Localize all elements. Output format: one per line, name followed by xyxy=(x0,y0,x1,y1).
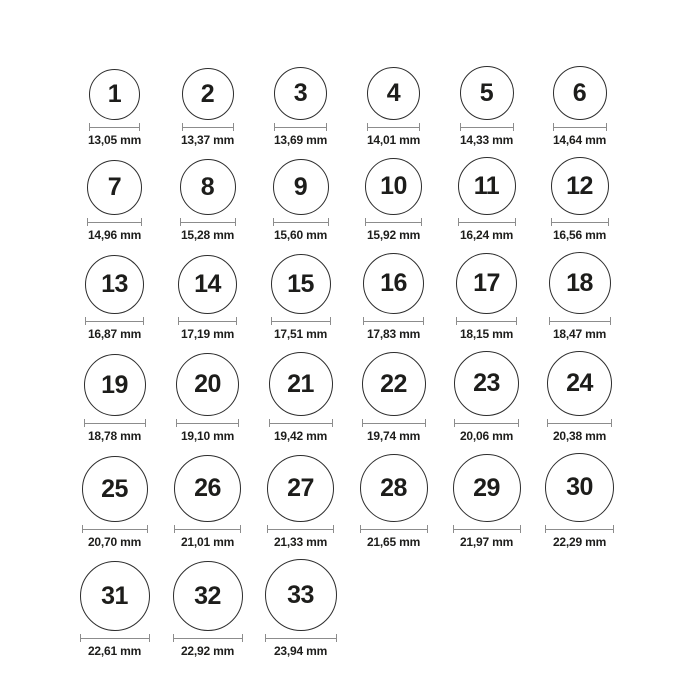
ring-size-number: 5 xyxy=(479,78,494,107)
ring-circle xyxy=(549,252,611,314)
ring-size-cell xyxy=(161,455,254,549)
ring-size-number: 26 xyxy=(194,474,221,502)
ring-circle xyxy=(173,561,243,631)
ring-size-cell xyxy=(254,559,347,658)
chart-row xyxy=(68,157,700,242)
diameter-label: 19,10 mm xyxy=(180,429,235,443)
diameter-label: 20,06 mm xyxy=(459,429,514,443)
ring-size-cell xyxy=(533,66,626,147)
ring-size-cell xyxy=(161,68,254,147)
diameter-measure-line xyxy=(269,419,333,427)
ring-size-number: 1 xyxy=(107,80,122,108)
ring-size-number: 17 xyxy=(473,269,500,297)
ring-circle xyxy=(176,353,239,416)
ring-size-cell xyxy=(347,253,440,341)
ring-circle xyxy=(360,454,428,522)
diameter-measure-line xyxy=(176,419,239,427)
diameter-measure-line xyxy=(549,317,611,325)
chart-row xyxy=(68,453,700,549)
ring-circle xyxy=(87,160,142,215)
diameter-measure-line xyxy=(173,634,243,642)
ring-size-cell xyxy=(347,67,440,147)
diameter-measure-line xyxy=(545,525,614,533)
diameter-measure-line xyxy=(174,525,241,533)
ring-size-number: 9 xyxy=(293,172,308,201)
diameter-label: 21,33 mm xyxy=(273,535,328,549)
ring-circle xyxy=(265,559,337,631)
diameter-measure-line xyxy=(453,525,521,533)
diameter-label: 14,33 mm xyxy=(459,133,514,147)
ring-size-number: 16 xyxy=(380,269,407,297)
ring-circle xyxy=(551,157,609,215)
ring-circle xyxy=(84,354,146,416)
diameter-label: 14,64 mm xyxy=(552,133,607,147)
diameter-measure-line xyxy=(551,218,609,226)
ring-circle xyxy=(365,158,422,215)
diameter-label: 16,87 mm xyxy=(87,327,142,341)
ring-circle xyxy=(182,68,234,120)
ring-size-cell xyxy=(254,67,347,147)
ring-circle xyxy=(80,561,150,631)
ring-size-cell xyxy=(161,255,254,341)
ring-size-cell xyxy=(533,453,626,549)
diameter-measure-line xyxy=(271,317,331,325)
ring-size-number: 23 xyxy=(473,369,500,397)
ring-size-cell xyxy=(68,69,161,147)
diameter-measure-line xyxy=(274,123,327,131)
diameter-label: 15,28 mm xyxy=(180,228,235,242)
ring-size-number: 10 xyxy=(380,172,407,200)
ring-circle xyxy=(545,453,614,522)
ring-circle xyxy=(453,454,521,522)
diameter-measure-line xyxy=(180,218,236,226)
ring-size-number: 13 xyxy=(101,270,128,298)
ring-size-number: 31 xyxy=(101,581,128,610)
diameter-measure-line xyxy=(84,419,146,427)
diameter-label: 17,83 mm xyxy=(366,327,421,341)
chart-row xyxy=(68,351,700,443)
ring-circle xyxy=(274,67,327,120)
ring-circle xyxy=(363,253,424,314)
diameter-measure-line xyxy=(460,123,514,131)
diameter-measure-line xyxy=(178,317,237,325)
ring-size-number: 19 xyxy=(101,370,128,399)
ring-circle xyxy=(367,67,420,120)
diameter-measure-line xyxy=(87,218,142,226)
ring-size-number: 22 xyxy=(380,369,407,398)
ring-size-number: 14 xyxy=(194,270,221,298)
diameter-measure-line xyxy=(367,123,420,131)
ring-size-number: 29 xyxy=(473,473,500,502)
ring-size-cell xyxy=(68,255,161,341)
diameter-label: 19,42 mm xyxy=(273,429,328,443)
ring-size-number: 3 xyxy=(293,79,308,107)
diameter-label: 15,60 mm xyxy=(273,228,328,242)
ring-size-cell xyxy=(254,254,347,341)
ring-circle xyxy=(273,159,329,215)
diameter-label: 16,24 mm xyxy=(459,228,514,242)
ring-size-cell xyxy=(347,454,440,549)
ring-size-cell xyxy=(254,159,347,242)
diameter-label: 20,70 mm xyxy=(87,535,142,549)
diameter-label: 14,96 mm xyxy=(87,228,142,242)
diameter-label: 13,37 mm xyxy=(180,133,235,147)
diameter-label: 19,74 mm xyxy=(366,429,421,443)
diameter-label: 22,92 mm xyxy=(180,644,235,658)
diameter-measure-line xyxy=(82,525,148,533)
ring-size-number: 20 xyxy=(194,370,221,398)
ring-circle xyxy=(456,253,517,314)
ring-circle xyxy=(458,157,516,215)
ring-size-number: 8 xyxy=(200,172,215,201)
ring-size-cell xyxy=(161,159,254,242)
chart-row xyxy=(68,559,700,658)
diameter-label: 18,78 mm xyxy=(87,429,142,443)
ring-size-cell xyxy=(68,160,161,242)
diameter-measure-line xyxy=(265,634,337,642)
ring-size-number: 32 xyxy=(194,581,221,610)
ring-circle xyxy=(180,159,236,215)
ring-size-number: 28 xyxy=(380,473,407,502)
diameter-label: 17,51 mm xyxy=(273,327,328,341)
diameter-label: 16,56 mm xyxy=(552,228,607,242)
ring-size-number: 27 xyxy=(287,474,314,502)
ring-size-cell xyxy=(440,157,533,242)
diameter-measure-line xyxy=(85,317,144,325)
ring-size-cell xyxy=(254,455,347,549)
ring-size-cell xyxy=(440,454,533,549)
diameter-measure-line xyxy=(365,218,422,226)
ring-circle xyxy=(547,351,612,416)
diameter-measure-line xyxy=(547,419,612,427)
ring-size-number: 7 xyxy=(107,173,122,201)
diameter-label: 13,69 mm xyxy=(273,133,328,147)
ring-size-cell xyxy=(68,354,161,443)
diameter-measure-line xyxy=(273,218,329,226)
ring-circle xyxy=(362,352,426,416)
ring-circle xyxy=(454,351,519,416)
ring-size-cell xyxy=(533,252,626,341)
ring-size-cell xyxy=(347,352,440,443)
diameter-label: 21,97 mm xyxy=(459,535,514,549)
diameter-label: 18,47 mm xyxy=(552,327,607,341)
ring-size-cell xyxy=(533,351,626,443)
diameter-label: 14,01 mm xyxy=(366,133,421,147)
ring-size-cell xyxy=(533,157,626,242)
diameter-measure-line xyxy=(182,123,234,131)
ring-circle xyxy=(269,352,333,416)
diameter-label: 22,29 mm xyxy=(552,535,607,549)
diameter-label: 22,61 mm xyxy=(87,644,142,658)
diameter-label: 21,65 mm xyxy=(366,535,421,549)
ring-circle xyxy=(460,66,514,120)
diameter-label: 17,19 mm xyxy=(180,327,235,341)
ring-circle xyxy=(267,455,334,522)
ring-size-number: 4 xyxy=(386,79,401,107)
ring-size-number: 12 xyxy=(566,171,593,200)
ring-size-number: 30 xyxy=(566,473,593,501)
ring-circle xyxy=(178,255,237,314)
diameter-measure-line xyxy=(553,123,607,131)
ring-size-cell xyxy=(68,456,161,549)
ring-size-cell xyxy=(68,561,161,658)
ring-size-cell xyxy=(440,66,533,147)
chart-row xyxy=(68,66,700,147)
diameter-label: 20,38 mm xyxy=(552,429,607,443)
ring-size-number: 2 xyxy=(200,79,215,108)
ring-size-cell xyxy=(161,561,254,658)
ring-size-number: 21 xyxy=(287,369,314,398)
ring-size-number: 11 xyxy=(473,171,500,200)
ring-size-cell xyxy=(440,253,533,341)
ring-circle xyxy=(85,255,144,314)
chart-row xyxy=(68,252,700,341)
diameter-label: 23,94 mm xyxy=(273,644,328,658)
diameter-measure-line xyxy=(363,317,424,325)
ring-size-number: 15 xyxy=(287,269,314,298)
ring-size-cell xyxy=(161,353,254,443)
diameter-measure-line xyxy=(458,218,516,226)
diameter-measure-line xyxy=(89,123,140,131)
ring-size-number: 33 xyxy=(287,580,314,609)
diameter-label: 15,92 mm xyxy=(366,228,421,242)
ring-size-number: 6 xyxy=(572,78,587,107)
ring-size-number: 25 xyxy=(101,474,128,503)
diameter-measure-line xyxy=(80,634,150,642)
diameter-label: 18,15 mm xyxy=(459,327,514,341)
ring-circle xyxy=(82,456,148,522)
ring-circle xyxy=(553,66,607,120)
ring-circle xyxy=(271,254,331,314)
ring-size-cell xyxy=(347,158,440,242)
ring-size-number: 18 xyxy=(566,268,593,297)
diameter-label: 21,01 mm xyxy=(180,535,235,549)
diameter-measure-line xyxy=(454,419,519,427)
ring-circle xyxy=(89,69,140,120)
ring-size-cell xyxy=(254,352,347,443)
diameter-measure-line xyxy=(456,317,517,325)
diameter-measure-line xyxy=(267,525,334,533)
diameter-label: 13,05 mm xyxy=(87,133,142,147)
ring-size-number: 24 xyxy=(566,369,593,397)
ring-circle xyxy=(174,455,241,522)
diameter-measure-line xyxy=(362,419,426,427)
ring-size-cell xyxy=(440,351,533,443)
diameter-measure-line xyxy=(360,525,428,533)
